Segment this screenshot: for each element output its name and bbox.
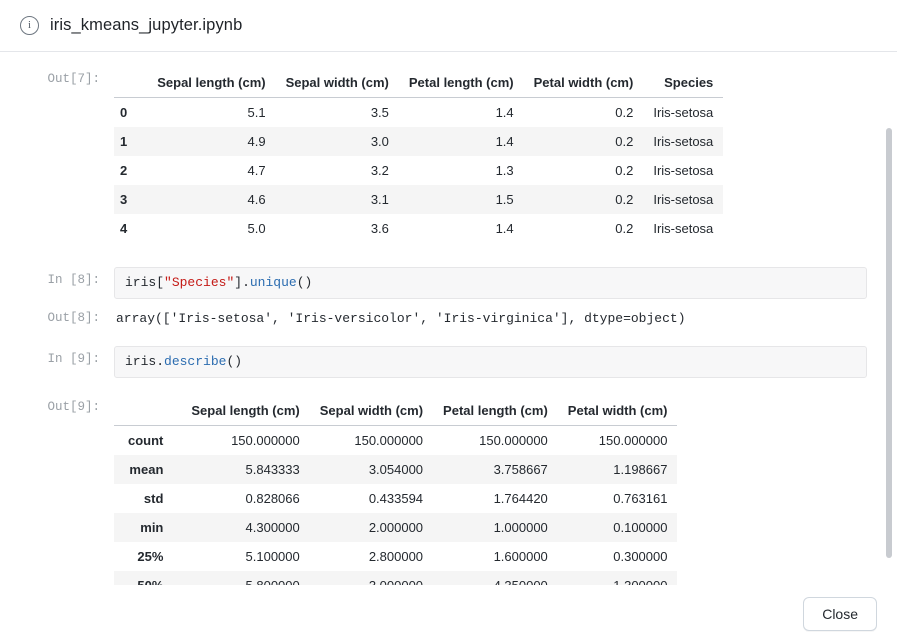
table-row bbox=[114, 98, 723, 128]
cell-value: 0.2 bbox=[615, 163, 634, 178]
row-index: 3 bbox=[120, 192, 128, 207]
cell-value: 1.3 bbox=[495, 163, 514, 178]
code-editor-in9[interactable] bbox=[114, 346, 867, 378]
cell-value: 0.2 bbox=[615, 221, 634, 236]
notebook-scroll-area[interactable] bbox=[0, 52, 897, 643]
table-body bbox=[114, 98, 723, 244]
cell-prompt-in9: In [9]: bbox=[47, 352, 100, 366]
cell-value: 150.000000 bbox=[231, 433, 300, 448]
cell-prompt-in8: In [8]: bbox=[47, 273, 100, 287]
table-header bbox=[114, 396, 677, 426]
table-header bbox=[114, 68, 723, 98]
row-index: 1 bbox=[120, 134, 128, 149]
table-row bbox=[114, 214, 723, 243]
column-header-petal-width: Petal width (cm) bbox=[558, 396, 678, 426]
cell-input-in8[interactable] bbox=[114, 267, 867, 299]
code-token-dot: . bbox=[242, 275, 250, 290]
code-token-bracket-close: ] bbox=[234, 275, 243, 290]
cell-value: Iris-setosa bbox=[653, 134, 714, 149]
code-token-function: describe bbox=[164, 354, 227, 369]
cell-value: 4.9 bbox=[247, 134, 266, 149]
code-token-dot: . bbox=[156, 354, 165, 369]
column-header-petal-length: Petal length (cm) bbox=[399, 68, 524, 98]
cell-value: 2.000000 bbox=[368, 520, 424, 535]
cell-prompt-out9: Out[9]: bbox=[47, 400, 100, 414]
code-token-function: unique bbox=[249, 275, 297, 290]
cell-value: 2.800000 bbox=[368, 549, 424, 564]
table-row bbox=[114, 127, 723, 156]
notebook-cell-in8 bbox=[0, 267, 897, 299]
table-row bbox=[114, 542, 677, 571]
row-index: 0 bbox=[120, 105, 128, 120]
cell-value: 1.600000 bbox=[493, 549, 548, 564]
cell-value: Iris-setosa bbox=[653, 163, 714, 178]
cell-value: 150.000000 bbox=[479, 433, 548, 448]
dialog-footer bbox=[0, 585, 897, 643]
cell-value: 4.6 bbox=[247, 192, 266, 207]
cell-value: 1.198667 bbox=[613, 462, 668, 477]
cell-value: 0.100000 bbox=[613, 520, 668, 535]
cell-value: 1.4 bbox=[495, 221, 514, 236]
code-token-name: iris bbox=[125, 275, 157, 290]
cell-value: 0.763161 bbox=[613, 491, 668, 506]
notebook-cell-out8 bbox=[0, 305, 897, 332]
cell-value: 1.4 bbox=[495, 134, 514, 149]
notebook-cell-in9 bbox=[0, 346, 897, 378]
row-index: count bbox=[128, 433, 164, 448]
cell-output-out7 bbox=[114, 66, 867, 247]
column-header-sepal-length: Sepal length (cm) bbox=[181, 396, 309, 426]
code-token-parens: () bbox=[226, 354, 243, 369]
cell-input-in9[interactable] bbox=[114, 346, 867, 378]
cell-value: 0.2 bbox=[615, 134, 634, 149]
row-index: std bbox=[143, 491, 164, 506]
row-index: mean bbox=[129, 462, 164, 477]
cell-value: Iris-setosa bbox=[653, 192, 714, 207]
table-header-row bbox=[114, 396, 677, 426]
column-header-petal-length: Petal length (cm) bbox=[433, 396, 558, 426]
code-token-string: "Species" bbox=[164, 275, 235, 290]
cell-value: 0.300000 bbox=[613, 549, 668, 564]
cell-value: 0.433594 bbox=[368, 491, 424, 506]
notebook-cell-out7 bbox=[0, 66, 897, 247]
table-row bbox=[114, 484, 677, 513]
cell-value: 5.0 bbox=[247, 221, 266, 236]
cell-value: 5.1 bbox=[247, 105, 266, 120]
row-index: 25% bbox=[137, 549, 164, 564]
vertical-scrollbar[interactable] bbox=[884, 52, 894, 643]
cell-value: 3.054000 bbox=[368, 462, 424, 477]
cell-value: 1.000000 bbox=[493, 520, 548, 535]
column-header-index bbox=[114, 396, 181, 426]
cell-value: 150.000000 bbox=[598, 433, 668, 448]
page-title: iris_kmeans_jupyter.ipynb bbox=[50, 16, 243, 34]
cell-prompt-out8: Out[8]: bbox=[47, 311, 100, 325]
cell-value: 3.6 bbox=[370, 221, 389, 236]
cell-value: 3.5 bbox=[370, 105, 389, 120]
cell-value: 150.000000 bbox=[354, 433, 424, 448]
cell-value: 1.4 bbox=[495, 105, 514, 120]
cell-value: 4.300000 bbox=[245, 520, 300, 535]
cell-value: 0.2 bbox=[615, 192, 634, 207]
cell-prompt-out7: Out[7]: bbox=[47, 72, 100, 86]
table-row bbox=[114, 185, 723, 214]
cell-value: 3.758667 bbox=[493, 462, 548, 477]
cell-value: 1.764420 bbox=[493, 491, 548, 506]
code-token-parens: () bbox=[296, 275, 313, 290]
close-button[interactable]: Close bbox=[803, 597, 877, 631]
cell-value: 3.0 bbox=[370, 134, 389, 149]
table-row bbox=[114, 426, 677, 456]
code-token-name: iris bbox=[125, 354, 157, 369]
row-index: min bbox=[140, 520, 164, 535]
row-index: 4 bbox=[120, 221, 128, 236]
column-header-species: Species bbox=[643, 68, 723, 98]
code-token-bracket-open: [ bbox=[156, 275, 165, 290]
cell-value: Iris-setosa bbox=[653, 105, 714, 120]
column-header-petal-width: Petal width (cm) bbox=[524, 68, 644, 98]
table-row bbox=[114, 156, 723, 185]
row-index: 2 bbox=[120, 163, 128, 178]
table-row bbox=[114, 513, 677, 542]
cell-value: 5.100000 bbox=[245, 549, 300, 564]
column-header-index bbox=[114, 68, 147, 98]
cell-value: 4.7 bbox=[247, 163, 266, 178]
column-header-sepal-width: Sepal width (cm) bbox=[310, 396, 433, 426]
scrollbar-thumb[interactable] bbox=[886, 128, 892, 558]
cell-output-out8 bbox=[114, 305, 867, 332]
window-titlebar bbox=[0, 0, 897, 52]
cell-value: 3.1 bbox=[370, 192, 389, 207]
cell-value: 0.2 bbox=[615, 105, 634, 120]
cell-value: 3.2 bbox=[370, 163, 389, 178]
column-header-sepal-length: Sepal length (cm) bbox=[147, 68, 275, 98]
cell-value: 0.828066 bbox=[245, 491, 300, 506]
cell-value: 1.5 bbox=[495, 192, 514, 207]
cell-value: 5.843333 bbox=[245, 462, 300, 477]
table-row bbox=[114, 455, 677, 484]
info-circle-icon: i bbox=[20, 16, 39, 35]
dataframe-head-table bbox=[114, 68, 723, 243]
cell-value: Iris-setosa bbox=[653, 221, 714, 236]
text-output-out8: array(['Iris-setosa', 'Iris-versicolor', 'Iris-virginica'], dtype=object) bbox=[116, 311, 686, 326]
table-header-row bbox=[114, 68, 723, 98]
column-header-sepal-width: Sepal width (cm) bbox=[276, 68, 399, 98]
code-editor-in8[interactable] bbox=[114, 267, 867, 299]
